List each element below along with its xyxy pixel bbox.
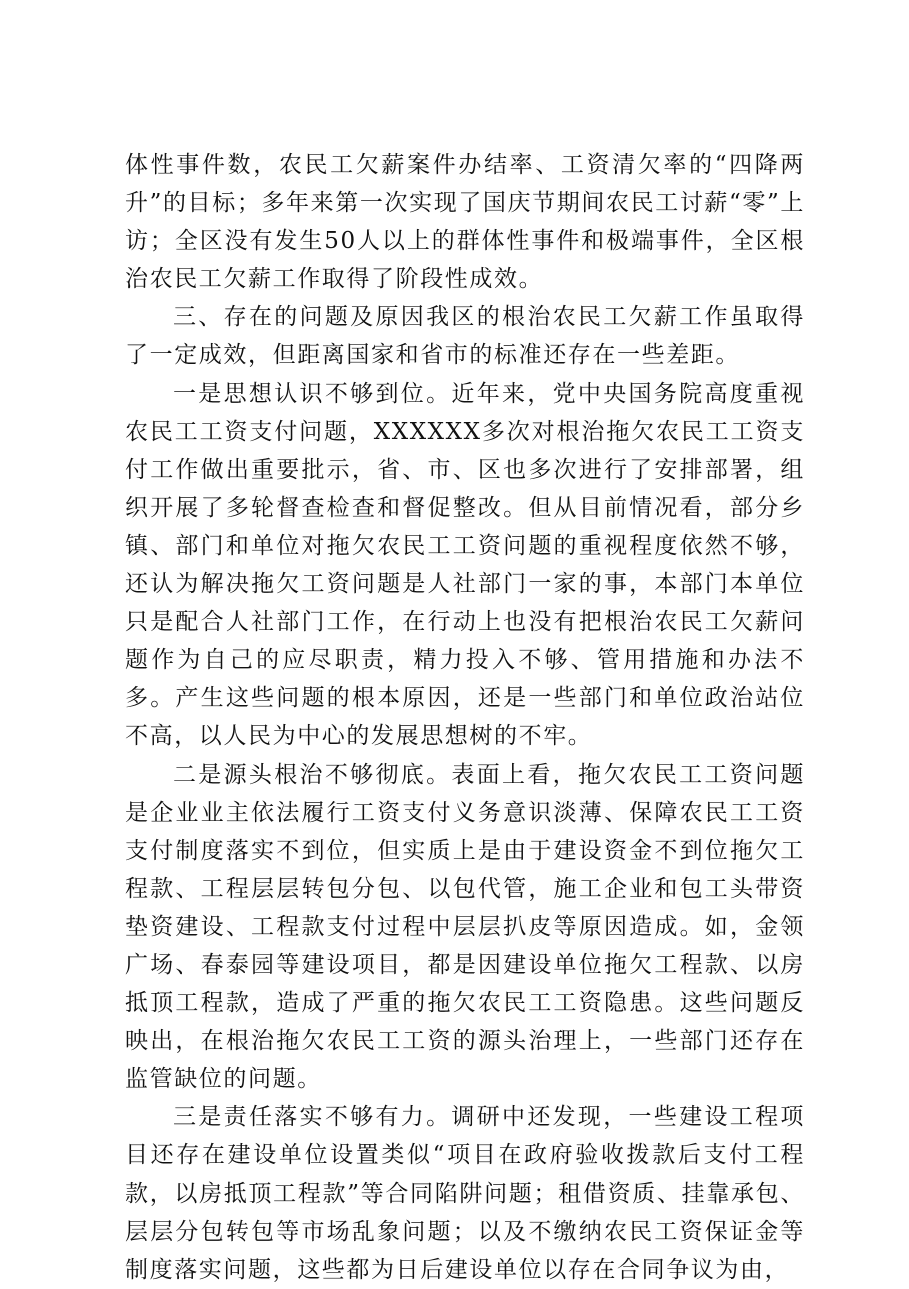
paragraph-point-two: 二是源头根治不够彻底。表面上看，拖欠农民工工资问题是企业业主依法履行工资支付义务意识淡薄、保障农民工工资支付制度落实不到位，但实质上是由于建设资金不到位拖欠工程款、工程层层转包分包、以包代管，施工企业和包工头带资垫资建设、工程款支付过程中层层扒皮等原因造成。如，金领广场、春泰园等建设项目，都是因建设单位拖欠工程款、以房抵顶工程款，造成了严重的拖欠农民工工资隐患。这些问题反映出，在根治拖欠农民工工资的源头治理上，一些部门还存在监管缺位的问题。	[125, 761, 805, 1093]
document-body	[125, 146, 805, 1289]
paragraph-section-three-heading: 三、存在的问题及原因我区的根治农民工欠薪工作虽取得了一定成效，但距离国家和省市的标准还存在一些差距。	[125, 304, 805, 369]
paragraph-point-one: 一是思想认识不够到位。近年来，党中央国务院高度重视农民工工资支付问题，XXXXXX多次对根治拖欠农民工工资支付工作做出重要批示，省、市、区也多次进行了安排部署，组织开展了多轮督查检查和督促整改。但从目前情况看，部分乡镇、部门和单位对拖欠农民工工资问题的重视程度依然不够，还认为解决拖欠工资问题是人社部门一家的事，本部门本单位只是配合人社部门工作，在行动上也没有把根治农民工欠薪问题作为自己的应尽职责，精力投入不够、管用措施和办法不多。产生这些问题的根本原因，还是一些部门和单位政治站位不高，以人民为中心的发展思想树的不牢。	[125, 380, 805, 750]
paragraph-continuation: 体性事件数，农民工欠薪案件办结率、工资清欠率的“四降两升”的目标；多年来第一次实现了国庆节期间农民工讨薪“零”上访；全区没有发生50人以上的群体性事件和极端事件，全区根治农民工欠薪工作取得了阶段性成效。	[125, 152, 805, 293]
paragraph-point-three: 三是责任落实不够有力。调研中还发现，一些建设工程项目还存在建设单位设置类似“项目在政府验收拨款后支付工程款，以房抵顶工程款”等合同陷阱问题；租借资质、挂靠承包、层层分包转包等市场乱象问题；以及不缴纳农民工资保证金等制度落实问题，这些都为日后建设单位以存在合同争议为由，	[125, 1104, 805, 1283]
